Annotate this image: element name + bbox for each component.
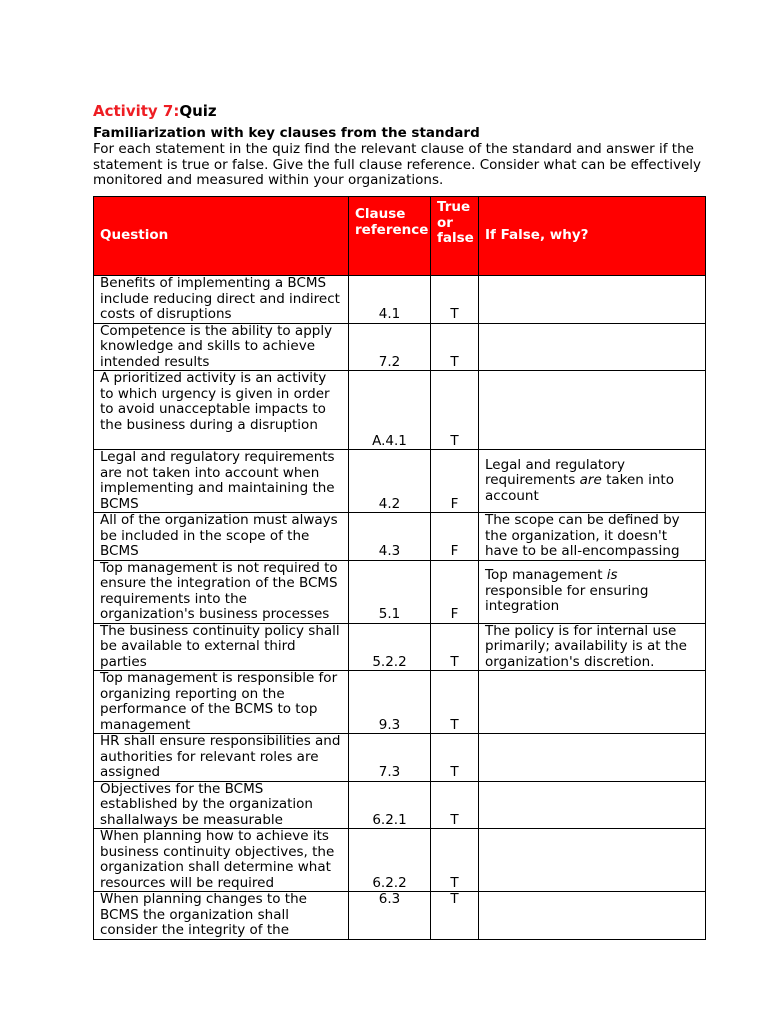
table-row bbox=[94, 829, 706, 892]
table-row bbox=[94, 450, 706, 513]
activity-title bbox=[93, 100, 705, 122]
document-page bbox=[93, 100, 705, 938]
question-cell: The business continuity policy shall be available to external third parties bbox=[94, 623, 349, 671]
why-cell bbox=[479, 671, 706, 734]
table-row bbox=[94, 371, 706, 450]
why-emphasis: is bbox=[606, 567, 618, 584]
true-false-cell: F bbox=[431, 450, 479, 513]
why-text: taken into account bbox=[485, 472, 674, 504]
why-cell: The scope can be defined by the organization, it doesn't have to be all-encompassing bbox=[479, 513, 706, 561]
why-cell bbox=[479, 450, 706, 513]
table-row bbox=[94, 892, 706, 940]
why-text: Legal and regulatory requirements bbox=[485, 456, 625, 489]
why-cell: The policy is for internal use primarily; availability is at the organization's discretion. bbox=[479, 623, 706, 671]
why-emphasis: are bbox=[579, 472, 602, 489]
true-false-cell: T bbox=[431, 323, 479, 371]
question-cell: Objectives for the BCMS established by the organization shallalways be measurable bbox=[94, 781, 349, 829]
true-false-cell: T bbox=[431, 781, 479, 829]
why-cell bbox=[479, 371, 706, 450]
clause-cell: 4.1 bbox=[349, 276, 431, 324]
table-header-row bbox=[94, 197, 706, 276]
clause-cell: 6.2.2 bbox=[349, 829, 431, 892]
true-false-cell: T bbox=[431, 892, 479, 940]
question-cell: HR shall ensure responsibilities and authorities for relevant roles are assigned bbox=[94, 734, 349, 782]
true-false-cell: T bbox=[431, 371, 479, 450]
table-row bbox=[94, 513, 706, 561]
clause-cell: 7.3 bbox=[349, 734, 431, 782]
why-cell bbox=[479, 276, 706, 324]
why-cell bbox=[479, 829, 706, 892]
table-row bbox=[94, 623, 706, 671]
activity-title-text: Quiz bbox=[179, 102, 217, 120]
question-cell: Legal and regulatory requirements are not taken into account when implementing and maintaining the BCMS bbox=[94, 450, 349, 513]
quiz-table bbox=[93, 196, 706, 940]
section-subtitle: Familiarization with key clauses from the standard bbox=[93, 125, 480, 141]
clause-cell: 4.2 bbox=[349, 450, 431, 513]
clause-cell: 5.1 bbox=[349, 560, 431, 623]
header-true-false: True or false bbox=[431, 197, 479, 276]
clause-cell: 6.2.1 bbox=[349, 781, 431, 829]
header-clause: Clause reference bbox=[349, 197, 431, 276]
clause-cell: A.4.1 bbox=[349, 371, 431, 450]
question-cell: All of the organization must always be included in the scope of the BCMS bbox=[94, 513, 349, 561]
clause-cell: 7.2 bbox=[349, 323, 431, 371]
question-cell: When planning how to achieve its business continuity objectives, the organization shall determine what resources will be required bbox=[94, 829, 349, 892]
question-cell: Top management is responsible for organizing reporting on the performance of the BCMS to top management bbox=[94, 671, 349, 734]
why-cell bbox=[479, 323, 706, 371]
why-cell bbox=[479, 734, 706, 782]
table-row bbox=[94, 323, 706, 371]
question-cell: A prioritized activity is an activity to which urgency is given in order to avoid unacceptable impacts to the business during a disruption bbox=[94, 371, 349, 450]
true-false-cell: T bbox=[431, 734, 479, 782]
table-row bbox=[94, 560, 706, 623]
table-row bbox=[94, 734, 706, 782]
why-cell bbox=[479, 560, 706, 623]
clause-cell: 5.2.2 bbox=[349, 623, 431, 671]
why-cell bbox=[479, 892, 706, 940]
intro-paragraph: For each statement in the quiz find the relevant clause of the standard and answer if the statement is true or false. Give the full clause reference. Consider what can be effectively monitored and measured within your organizations. bbox=[93, 141, 702, 188]
activity-label: Activity 7: bbox=[93, 102, 180, 120]
header-question: Question bbox=[94, 197, 349, 276]
table-row bbox=[94, 671, 706, 734]
true-false-cell: T bbox=[431, 276, 479, 324]
question-cell: Competence is the ability to apply knowledge and skills to achieve intended results bbox=[94, 323, 349, 371]
question-cell: Benefits of implementing a BCMS include reducing direct and indirect costs of disruptions bbox=[94, 276, 349, 324]
true-false-cell: F bbox=[431, 560, 479, 623]
true-false-cell: T bbox=[431, 623, 479, 671]
why-text: Top management bbox=[485, 567, 607, 584]
header-why: If False, why? bbox=[479, 197, 706, 276]
clause-cell: 6.3 bbox=[349, 892, 431, 940]
clause-cell: 4.3 bbox=[349, 513, 431, 561]
table-row bbox=[94, 781, 706, 829]
why-text: responsible for ensuring integration bbox=[485, 582, 649, 615]
true-false-cell: F bbox=[431, 513, 479, 561]
true-false-cell: T bbox=[431, 671, 479, 734]
clause-cell: 9.3 bbox=[349, 671, 431, 734]
table-row bbox=[94, 276, 706, 324]
true-false-cell: T bbox=[431, 829, 479, 892]
why-cell bbox=[479, 781, 706, 829]
question-cell: When planning changes to the BCMS the organization shall consider the integrity of the bbox=[94, 892, 349, 940]
question-cell: Top management is not required to ensure the integration of the BCMS requirements into the organization's business processes bbox=[94, 560, 349, 623]
